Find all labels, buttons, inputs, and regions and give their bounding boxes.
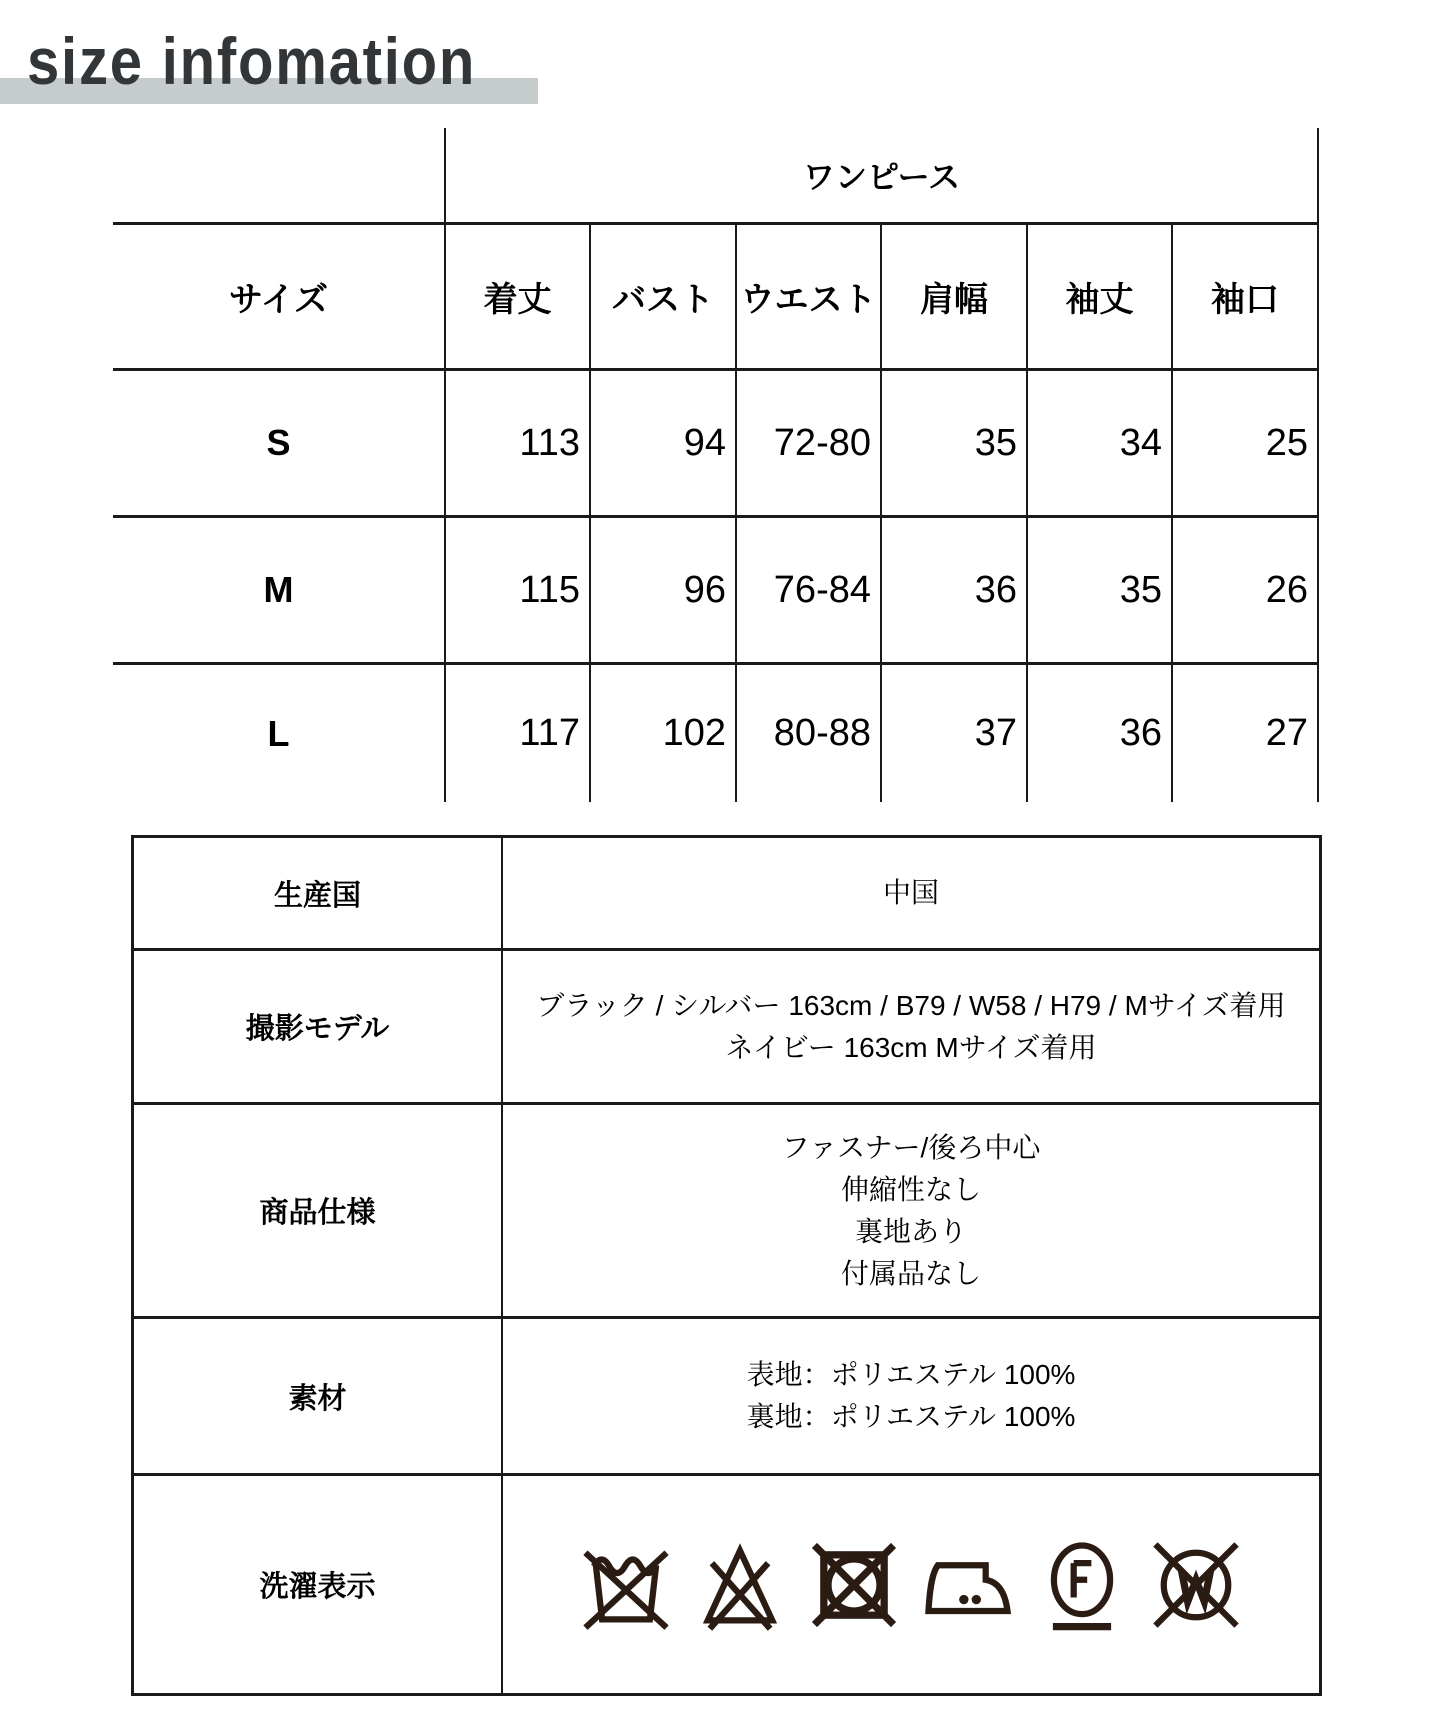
info-label: 商品仕様 — [133, 1104, 503, 1318]
size-label: S — [113, 370, 445, 517]
info-line: 表地：ポリエステル 100% — [746, 1359, 1076, 1390]
page-title: size infomation — [27, 24, 477, 98]
size-table — [113, 128, 1319, 802]
info-line: ファスナー/後ろ中心 — [781, 1131, 1041, 1163]
column-header-shoulder: 肩幅 — [881, 224, 1027, 370]
table-header-row — [113, 224, 1318, 370]
value-cell: 27 — [1172, 664, 1318, 803]
table-row-l — [113, 664, 1318, 803]
do-not-wash-icon — [574, 1533, 678, 1637]
size-label: L — [267, 712, 290, 754]
value-cell: 113 — [445, 370, 590, 517]
value-cell: 36 — [881, 517, 1027, 664]
value-cell: 96 — [590, 517, 736, 664]
value-cell: 80-88 — [736, 664, 881, 803]
value-cell: 34 — [1027, 370, 1172, 517]
info-label: 生産国 — [133, 837, 503, 950]
table-row — [113, 128, 1318, 224]
table-row-m — [113, 517, 1318, 664]
info-line: 裏地あり — [854, 1215, 967, 1247]
value-cell: 115 — [445, 517, 590, 664]
info-value — [502, 950, 1321, 1104]
info-label: 撮影モデル — [133, 950, 503, 1104]
info-line: ネイビー 163cm Mサイズ着用 — [725, 1031, 1097, 1063]
info-value — [502, 1104, 1321, 1318]
column-header-waist: ウエスト — [736, 224, 881, 370]
value-cell: 26 — [1172, 517, 1318, 664]
info-row-country — [133, 837, 1321, 950]
column-header-length: 着丈 — [445, 224, 590, 370]
info-label: 素材 — [133, 1318, 503, 1475]
garment-type-header: ワンピース — [445, 128, 1318, 224]
page-header — [0, 0, 600, 120]
value-cell: 102 — [590, 664, 736, 803]
info-row-model — [133, 950, 1321, 1104]
do-not-tumble-dry-icon — [802, 1533, 906, 1637]
column-header-bust: バスト — [590, 224, 736, 370]
size-label: M — [113, 517, 445, 664]
value-cell: 72-80 — [736, 370, 881, 517]
info-line: 伸縮性なし — [840, 1173, 981, 1205]
blank-cell — [113, 128, 445, 224]
info-row-spec — [133, 1104, 1321, 1318]
value-cell: 35 — [1027, 517, 1172, 664]
product-info-table — [131, 835, 1322, 1696]
dry-clean-f-icon — [1030, 1533, 1134, 1637]
do-not-wet-clean-icon — [1144, 1533, 1248, 1637]
info-line: 付属品なし — [840, 1257, 981, 1289]
info-row-material — [133, 1318, 1321, 1475]
value-cell: 117 — [445, 664, 590, 803]
value-cell: 94 — [590, 370, 736, 517]
info-line: 裏地：ポリエステル 100% — [746, 1401, 1076, 1432]
do-not-bleach-icon — [688, 1533, 792, 1637]
column-header-size: サイズ — [113, 224, 445, 370]
info-value — [502, 1318, 1321, 1475]
table-row-s — [113, 370, 1318, 517]
value-cell: 35 — [881, 370, 1027, 517]
value-cell: 37 — [881, 664, 1027, 803]
info-value: 中国 — [502, 837, 1321, 950]
care-symbols — [503, 1533, 1319, 1637]
info-row-care — [133, 1475, 1321, 1695]
value-cell: 25 — [1172, 370, 1318, 517]
iron-medium-icon — [916, 1533, 1020, 1637]
value-cell: 36 — [1027, 664, 1172, 803]
column-header-cuff: 袖口 — [1172, 224, 1318, 370]
value-cell: 76-84 — [736, 517, 881, 664]
info-value — [502, 1475, 1321, 1695]
info-line: ブラック / シルバー 163cm / B79 / W58 / H79 / Mサイズ着用 — [536, 989, 1286, 1021]
info-label: 洗濯表示 — [133, 1475, 503, 1695]
column-header-sleeve-length: 袖丈 — [1027, 224, 1172, 370]
